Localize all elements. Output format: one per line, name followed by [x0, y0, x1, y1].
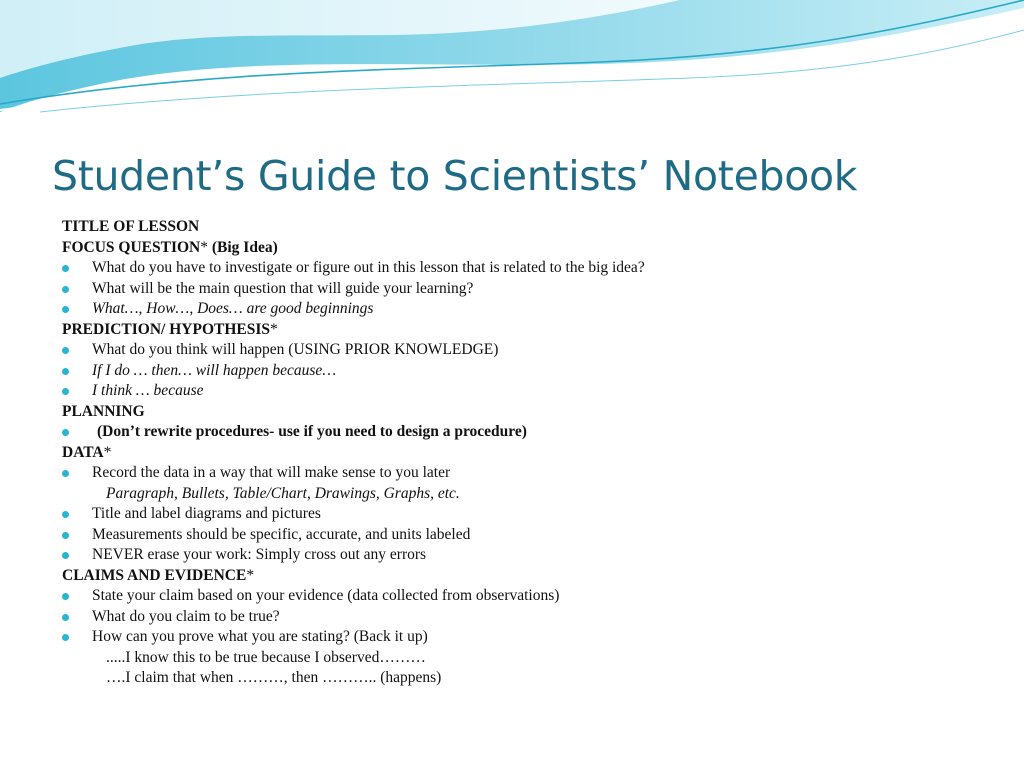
bullet-dot-icon	[62, 593, 69, 600]
bullet-dot-icon	[62, 368, 69, 375]
list-item: I think … because	[62, 381, 1002, 402]
list-item: NEVER erase your work: Simply cross out any errors	[62, 545, 1002, 566]
claims-sub-line: ….I claim that when ………, then ……….. (happens)	[106, 669, 442, 686]
bullet-dot-icon	[62, 306, 69, 313]
bullet-dot-icon	[62, 511, 69, 518]
list-item: Measurements should be specific, accurate, and units labeled	[62, 525, 1002, 546]
bullet-dot-icon	[62, 614, 69, 621]
header-wave-decoration	[0, 0, 1024, 130]
bullet-dot-icon	[62, 388, 69, 395]
bullet-dot-icon	[62, 286, 69, 293]
slide-title: Student’s Guide to Scientists’ Notebook	[52, 152, 858, 200]
heading-claims-and-evidence: CLAIMS AND EVIDENCE*	[62, 566, 255, 584]
heading-title-of-lesson: TITLE OF LESSON	[62, 218, 200, 235]
data-sub-note: Paragraph, Bullets, Table/Chart, Drawings, Graphs, etc.	[106, 484, 460, 502]
heading-data: DATA*	[62, 443, 112, 461]
list-item: How can you prove what you are stating? (Back it up)	[62, 627, 1002, 648]
list-item: State your claim based on your evidence (data collected from observations)	[62, 586, 1002, 607]
list-item: Record the data in a way that will make sense to you later	[62, 463, 1002, 484]
list-item: What do you have to investigate or figure out in this lesson that is related to the big idea?	[62, 258, 1002, 279]
bullet-dot-icon	[62, 634, 69, 641]
list-item: If I do … then… will happen because…	[62, 361, 1002, 382]
bullet-dot-icon	[62, 347, 69, 354]
list-item: What…, How…, Does… are good beginnings	[62, 299, 1002, 320]
bullet-dot-icon	[62, 265, 69, 272]
bullet-dot-icon	[62, 470, 69, 477]
list-item: What do you claim to be true?	[62, 607, 1002, 628]
slide-content	[62, 217, 1002, 689]
list-item: What will be the main question that will guide your learning?	[62, 279, 1002, 300]
list-item: (Don’t rewrite procedures- use if you need to design a procedure)	[62, 422, 1002, 443]
bullet-dot-icon	[62, 552, 69, 559]
heading-focus-question: FOCUS QUESTION* (Big Idea)	[62, 238, 278, 256]
heading-prediction-hypothesis: PREDICTION/ HYPOTHESIS*	[62, 320, 278, 338]
heading-planning: PLANNING	[62, 402, 145, 420]
bullet-dot-icon	[62, 532, 69, 539]
list-item: What do you think will happen (USING PRIOR KNOWLEDGE)	[62, 340, 1002, 361]
bullet-dot-icon	[62, 429, 69, 436]
claims-sub-line: .....I know this to be true because I observed………	[106, 648, 426, 666]
list-item: Title and label diagrams and pictures	[62, 504, 1002, 525]
